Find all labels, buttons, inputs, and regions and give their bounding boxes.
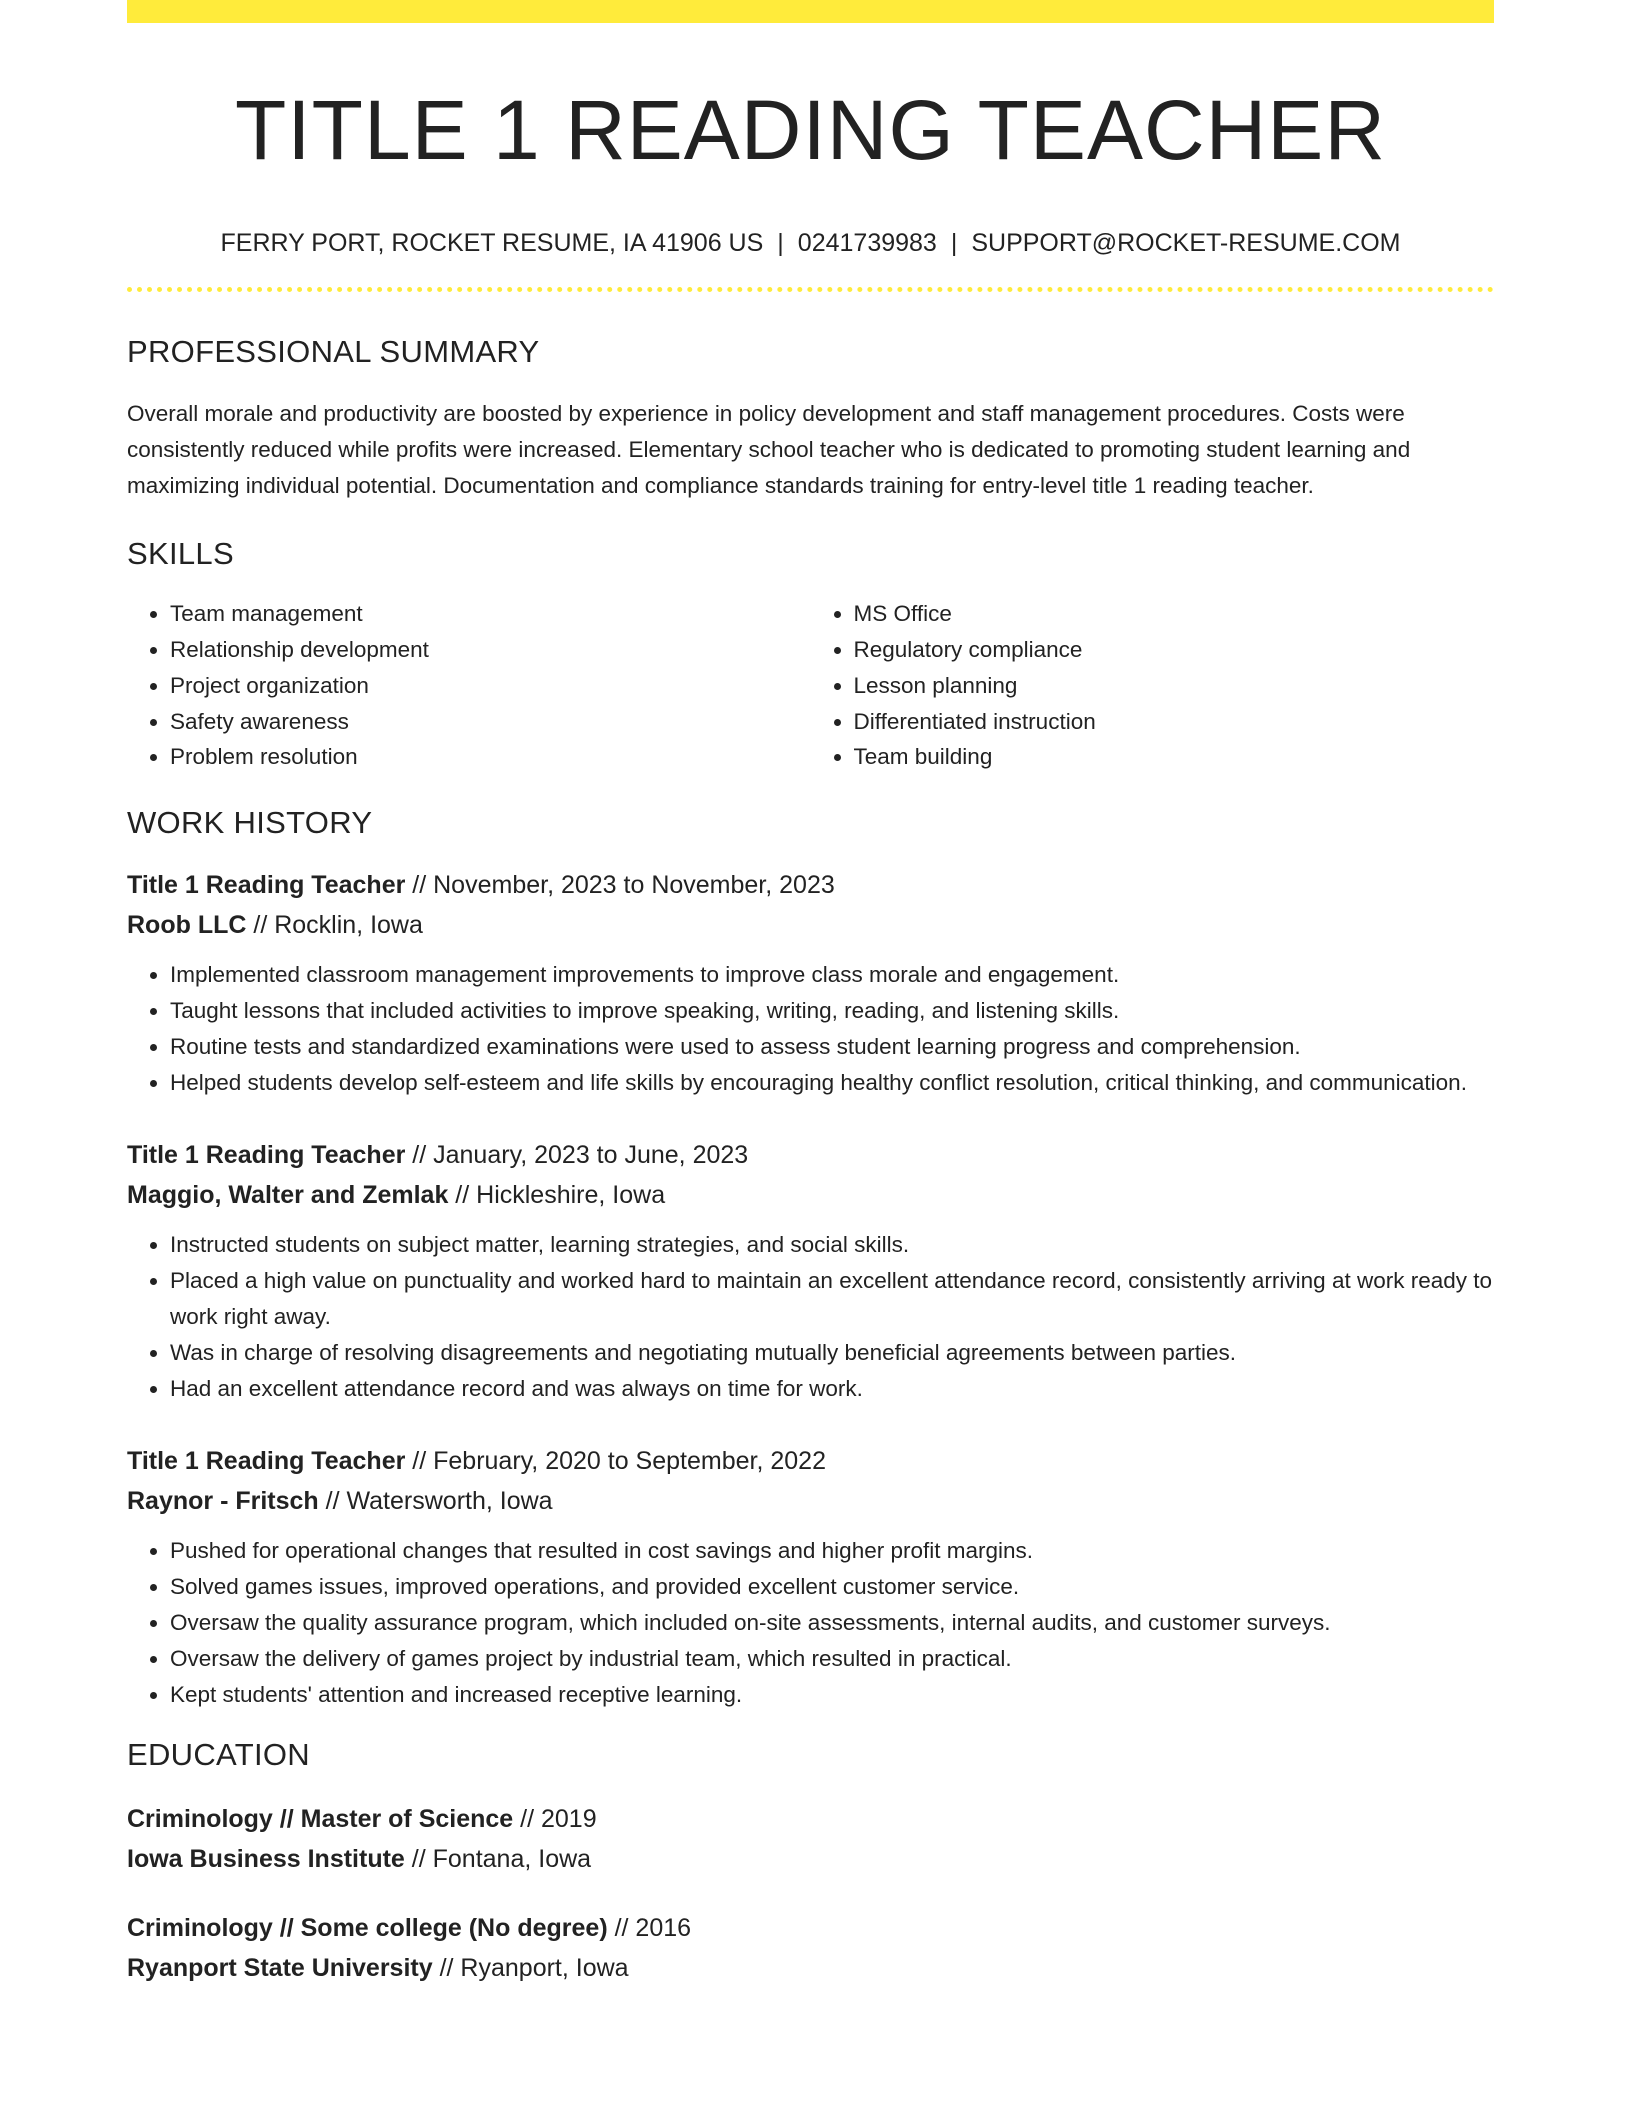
education-entry bbox=[127, 1908, 1494, 1988]
job-dates: // February, 2020 to September, 2022 bbox=[405, 1446, 826, 1475]
education-degree-line bbox=[127, 1908, 1494, 1948]
contact-address: FERRY PORT, ROCKET RESUME, IA 41906 US bbox=[220, 229, 764, 258]
job-bullet: • Had an excellent attendance record and was always on time for work. bbox=[170, 1371, 1494, 1407]
job-location: // Rocklin, Iowa bbox=[246, 910, 423, 939]
education-school: Iowa Business Institute bbox=[127, 1844, 405, 1873]
education-year: // 2019 bbox=[513, 1804, 597, 1833]
skill-item: • Relationship development bbox=[170, 632, 811, 668]
skill-item: • Problem resolution bbox=[170, 739, 811, 775]
skill-item: • Lesson planning bbox=[854, 668, 1495, 704]
education-school-line bbox=[127, 1948, 1494, 1988]
contact-line bbox=[127, 229, 1494, 258]
education-entry bbox=[127, 1799, 1494, 1879]
job-bullets bbox=[127, 1533, 1494, 1713]
education-degree: Criminology // Some college (No degree) bbox=[127, 1913, 608, 1942]
job-bullet: • Instructed students on subject matter, learning strategies, and social skills. bbox=[170, 1227, 1494, 1263]
skill-item: • Project organization bbox=[170, 668, 811, 704]
education-degree: Criminology // Master of Science bbox=[127, 1804, 514, 1833]
contact-separator: | bbox=[950, 229, 958, 258]
skill-item: • Regulatory compliance bbox=[854, 632, 1495, 668]
job-dates: // January, 2023 to June, 2023 bbox=[405, 1140, 749, 1169]
job-bullet: • Routine tests and standardized examinations were used to assess student learning progress and comprehension. bbox=[170, 1029, 1494, 1065]
education-degree-line bbox=[127, 1799, 1494, 1839]
education-location: // Fontana, Iowa bbox=[404, 1844, 592, 1873]
resume-page bbox=[127, 0, 1494, 1988]
education-year: // 2016 bbox=[607, 1913, 692, 1942]
education-school: Ryanport State University bbox=[127, 1953, 433, 1982]
resume-name: TITLE 1 READING TEACHER bbox=[234, 83, 1386, 177]
summary-heading: PROFESSIONAL SUMMARY bbox=[127, 334, 540, 370]
skill-item: • MS Office bbox=[854, 596, 1495, 632]
job-bullet: • Oversaw the quality assurance program, which included on-site assessments, internal audits, and customer surveys. bbox=[170, 1605, 1494, 1641]
skill-item: • Team building bbox=[854, 739, 1495, 775]
job-title-line bbox=[127, 1135, 1494, 1175]
job-entry bbox=[127, 865, 1494, 1101]
job-bullets bbox=[127, 1227, 1494, 1407]
work-history-heading: WORK HISTORY bbox=[127, 804, 373, 840]
job-bullet: • Helped students develop self-esteem and life skills by encouraging healthy conflict resolution, critical thinking, and communication. bbox=[170, 1065, 1494, 1101]
job-company-line bbox=[127, 905, 1494, 945]
skills-column-right bbox=[811, 596, 1495, 775]
accent-bar bbox=[127, 0, 1494, 23]
job-bullet: • Placed a high value on punctuality and worked hard to maintain an excellent attendance record, consistently arriving at work ready to work right away. bbox=[170, 1263, 1494, 1335]
job-entry bbox=[127, 1441, 1494, 1713]
job-entry bbox=[127, 1135, 1494, 1407]
summary-text: Overall morale and productivity are boosted by experience in policy development and staff management procedures. Costs were consistently reduced while profits were increased. Elementary school teacher who is dedicated to promoting student learning and maximizing individual potential. Documentation and compliance standards training for entry-level title 1 reading teacher. bbox=[127, 401, 1411, 499]
skill-item: • Safety awareness bbox=[170, 704, 811, 740]
job-company: Raynor - Fritsch bbox=[127, 1486, 319, 1515]
skills-heading: SKILLS bbox=[127, 536, 234, 572]
contact-phone: 0241739983 bbox=[797, 229, 937, 258]
job-role: Title 1 Reading Teacher bbox=[127, 1140, 406, 1169]
job-bullet: • Kept students' attention and increased receptive learning. bbox=[170, 1677, 1494, 1713]
job-company-line bbox=[127, 1481, 1494, 1521]
job-company: Maggio, Walter and Zemlak bbox=[127, 1180, 449, 1209]
job-dates: // November, 2023 to November, 2023 bbox=[405, 870, 835, 899]
education-heading: EDUCATION bbox=[127, 1736, 310, 1772]
skills-list bbox=[127, 596, 1494, 775]
skills-column-left bbox=[127, 596, 811, 775]
job-bullet: • Pushed for operational changes that resulted in cost savings and higher profit margins. bbox=[170, 1533, 1494, 1569]
job-bullets bbox=[127, 957, 1494, 1101]
job-bullet: • Oversaw the delivery of games project by industrial team, which resulted in practical. bbox=[170, 1641, 1494, 1677]
dotted-divider bbox=[127, 287, 1494, 292]
job-role: Title 1 Reading Teacher bbox=[127, 1446, 406, 1475]
education-school-line bbox=[127, 1839, 1494, 1879]
job-location: // Hickleshire, Iowa bbox=[448, 1180, 666, 1209]
job-bullet: • Implemented classroom management improvements to improve class morale and engagement. bbox=[170, 957, 1494, 993]
contact-separator: | bbox=[777, 229, 784, 258]
education-location: // Ryanport, Iowa bbox=[432, 1953, 629, 1982]
job-role: Title 1 Reading Teacher bbox=[127, 870, 406, 899]
job-location: // Watersworth, Iowa bbox=[318, 1486, 553, 1515]
job-bullet: • Taught lessons that included activities to improve speaking, writing, reading, and listening skills. bbox=[170, 993, 1494, 1029]
job-title-line bbox=[127, 1441, 1494, 1481]
skill-item: • Differentiated instruction bbox=[854, 704, 1495, 740]
skill-item: • Team management bbox=[170, 596, 811, 632]
contact-email: SUPPORT@ROCKET-RESUME.COM bbox=[971, 229, 1401, 258]
job-title-line bbox=[127, 865, 1494, 905]
job-company-line bbox=[127, 1175, 1494, 1215]
job-bullet: • Solved games issues, improved operations, and provided excellent customer service. bbox=[170, 1569, 1494, 1605]
job-company: Roob LLC bbox=[127, 910, 247, 939]
job-bullet: • Was in charge of resolving disagreements and negotiating mutually beneficial agreements between parties. bbox=[170, 1335, 1494, 1371]
